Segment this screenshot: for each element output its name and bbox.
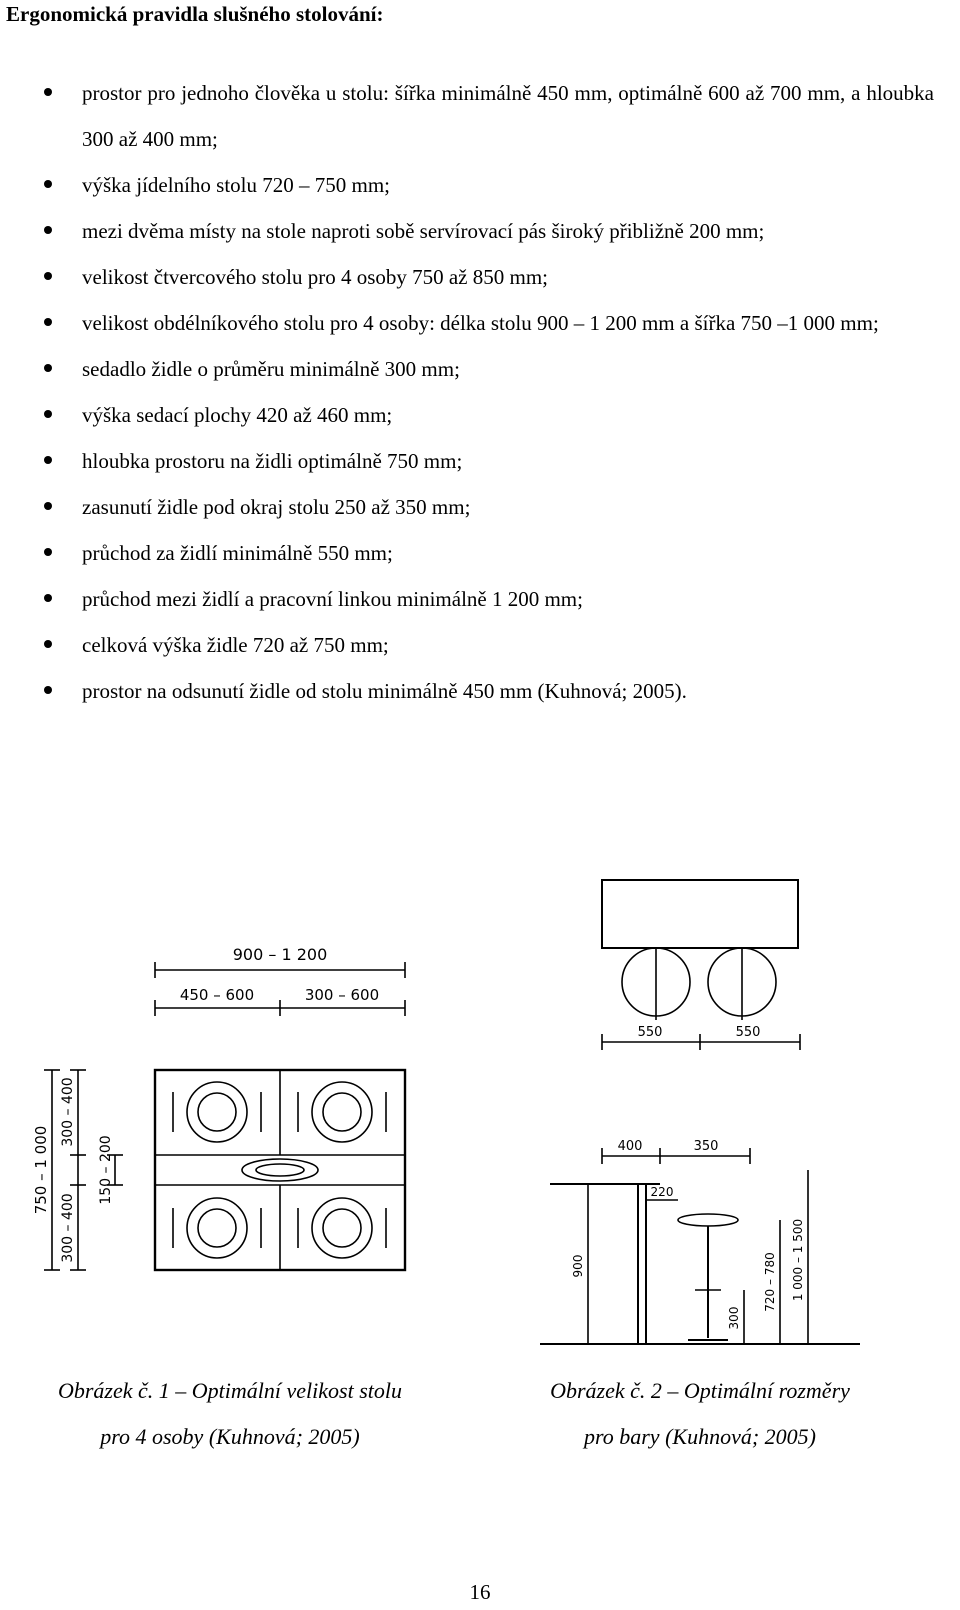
bullet-list: [0, 70, 960, 714]
dim-seat-width: 450 – 600: [179, 986, 255, 1004]
list-item: velikost čtvercového stolu pro 4 osoby 750 až 850 mm;: [0, 254, 960, 300]
list-item: prostor na odsunutí židle od stolu minimálně 450 mm (Kuhnová; 2005).: [0, 668, 960, 714]
bullet-icon: [44, 456, 52, 464]
bullet-icon: [44, 410, 52, 418]
bullet-icon: [44, 364, 52, 372]
dim-depth-top: 300 – 400: [60, 1077, 76, 1147]
bullet-icon: [44, 318, 52, 326]
dim-total-depth: 750 – 1 000: [32, 1125, 50, 1215]
dim-counter-depth: 400: [617, 1139, 643, 1154]
dim-serving-strip: 150 – 200: [98, 1135, 114, 1205]
dim-depth-bottom: 300 – 400: [60, 1193, 76, 1263]
list-item: výška jídelního stolu 720 – 750 mm;: [0, 162, 960, 208]
figure-bar: [530, 870, 870, 1360]
bullet-icon: [44, 88, 52, 96]
bullet-icon: [44, 226, 52, 234]
list-item: zasunutí židle pod okraj stolu 250 až 350 mm;: [0, 484, 960, 530]
bullet-icon: [44, 640, 52, 648]
table-plan-drawing: [30, 930, 450, 1290]
dim-footrest: 220: [650, 1185, 674, 1199]
bullet-icon: [44, 272, 52, 280]
dim-passage-left: 550: [637, 1025, 663, 1040]
figure2-caption-line2: pro bary (Kuhnová; 2005): [584, 1424, 816, 1449]
bullet-icon: [44, 502, 52, 510]
page-number: 16: [469, 1580, 491, 1604]
figure1-caption: [10, 1368, 450, 1460]
list-item: výška sedací plochy 420 až 460 mm;: [0, 392, 960, 438]
list-item: průchod za židlí minimálně 550 mm;: [0, 530, 960, 576]
list-item: prostor pro jednoho člověka u stolu: šířka minimálně 450 mm, optimálně 600 až 700 mm, a hloubka 300 až 400 mm;: [0, 70, 960, 162]
figure-table-plan: [30, 930, 450, 1290]
bullet-icon: [44, 548, 52, 556]
page-heading: Ergonomická pravidla slušného stolování:: [6, 2, 384, 26]
list-item: mezi dvěma místy na stole naproti sobě servírovací pás široký přibližně 200 mm;: [0, 208, 960, 254]
dim-counter-height: 900: [571, 1254, 585, 1278]
figure1-caption-line1: Obrázek č. 1 – Optimální velikost stolu: [57, 1378, 402, 1403]
list-item: velikost obdélníkového stolu pro 4 osoby: délka stolu 900 – 1 200 mm a šířka 750 –1 000 mm;: [0, 300, 960, 346]
bullet-icon: [44, 180, 52, 188]
list-item: sedadlo židle o průměru minimálně 300 mm;: [0, 346, 960, 392]
dim-stool-offset: 350: [693, 1139, 719, 1154]
list-item: průchod mezi židlí a pracovní linkou minimálně 1 200 mm;: [0, 576, 960, 622]
dim-total-height: 1 000 – 1 500: [791, 1218, 805, 1302]
dim-total-width: 900 – 1 200: [232, 945, 328, 964]
dim-passage-right: 550: [735, 1025, 761, 1040]
list-item: celková výška židle 720 až 750 mm;: [0, 622, 960, 668]
bullet-icon: [44, 686, 52, 694]
dim-foot-bar: 300: [727, 1306, 741, 1330]
bullet-icon: [44, 594, 52, 602]
list-item: hloubka prostoru na židli optimálně 750 mm;: [0, 438, 960, 484]
figure1-caption-line2: pro 4 osoby (Kuhnová; 2005): [100, 1424, 360, 1449]
bar-drawing: [530, 870, 870, 1360]
dim-stool-height: 720 – 780: [763, 1252, 777, 1312]
figure2-caption: [490, 1368, 910, 1460]
figure2-caption-line1: Obrázek č. 2 – Optimální rozměry: [550, 1378, 850, 1403]
dim-seat-width2: 300 – 600: [304, 986, 380, 1004]
